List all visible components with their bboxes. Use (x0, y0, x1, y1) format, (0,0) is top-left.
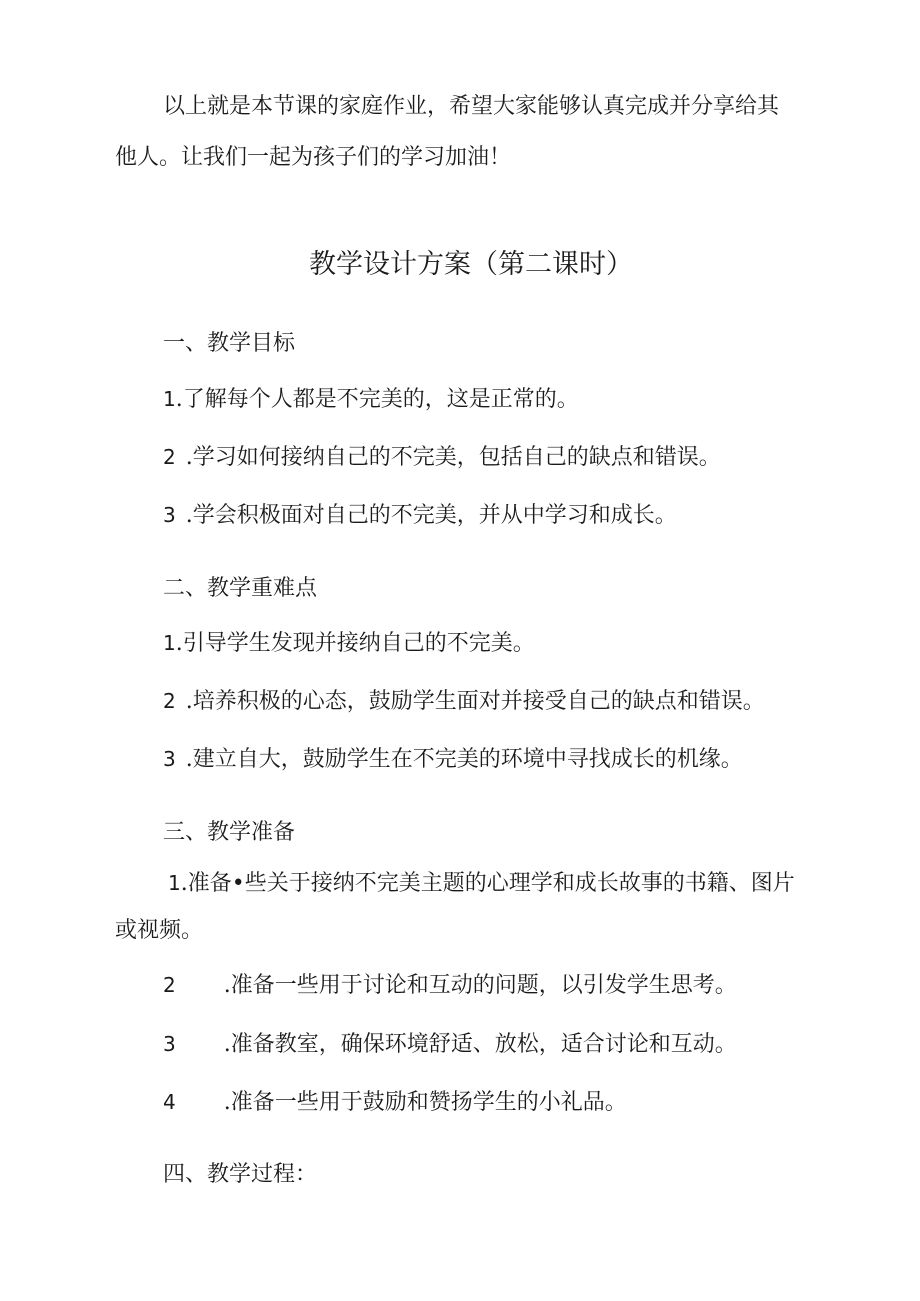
item-number: 1 (168, 871, 181, 895)
section-heading-preparation: 三、教学准备 (163, 820, 296, 845)
objective-item-2 (163, 442, 721, 473)
item-text: .准备教室，确保环境舒适、放松，适合讨论和互动。 (223, 1032, 737, 1057)
preparation-item-2 (163, 970, 737, 1001)
item-number: 2 (163, 973, 176, 997)
item-text: .学习如何接纳自己的不完美，包括自己的缺点和错误。 (185, 445, 721, 470)
page-title: 教学设计方案（第二课时） (309, 249, 633, 280)
preparation-item-1-line-2: 或视频。 (115, 918, 204, 943)
section-heading-objectives: 一、教学目标 (163, 331, 296, 356)
intro-line-1: 以上就是本节课的家庭作业，希望大家能够认真完成并分享给其 (163, 94, 780, 119)
item-number: 1 (163, 387, 176, 411)
item-text: .准备一些用于讨论和互动的问题，以引发学生思考。 (223, 973, 737, 998)
item-number: 3 (163, 747, 176, 771)
item-text: .建立自大，鼓励学生在不完美的环境中寻找成长的机缘。 (185, 747, 743, 772)
item-number: 1 (163, 631, 176, 655)
preparation-item-4 (163, 1087, 627, 1118)
key-point-item-2 (163, 686, 765, 717)
item-text: .学会积极面对自己的不完美，并从中学习和成长。 (185, 503, 677, 528)
preparation-item-1-line-1 (168, 868, 795, 899)
section-heading-key-points: 二、教学重难点 (163, 576, 318, 601)
item-text: .培养积极的心态，鼓励学生面对并接受自己的缺点和错误。 (185, 689, 765, 714)
item-number: 2 (163, 445, 176, 469)
item-number: 3 (163, 1032, 176, 1056)
intro-line-2: 他人。让我们一起为孩子们的学习加油！ (115, 145, 512, 170)
key-point-item-1 (163, 628, 535, 659)
preparation-item-3 (163, 1029, 737, 1060)
key-point-item-3 (163, 744, 743, 775)
item-text: .引导学生发现并接纳自己的不完美。 (175, 631, 535, 656)
item-number: 3 (163, 503, 176, 527)
item-text: .准备一些用于鼓励和赞扬学生的小礼品。 (223, 1090, 627, 1115)
item-text: .了解每个人都是不完美的，这是正常的。 (175, 387, 579, 412)
item-text: .准备•些关于接纳不完美主题的心理学和成长故事的书籍、图片 (180, 871, 795, 896)
item-number: 4 (163, 1090, 176, 1114)
objective-item-1 (163, 384, 579, 415)
item-number: 2 (163, 689, 176, 713)
section-heading-process: 四、教学过程： (163, 1162, 318, 1187)
objective-item-3 (163, 500, 677, 531)
